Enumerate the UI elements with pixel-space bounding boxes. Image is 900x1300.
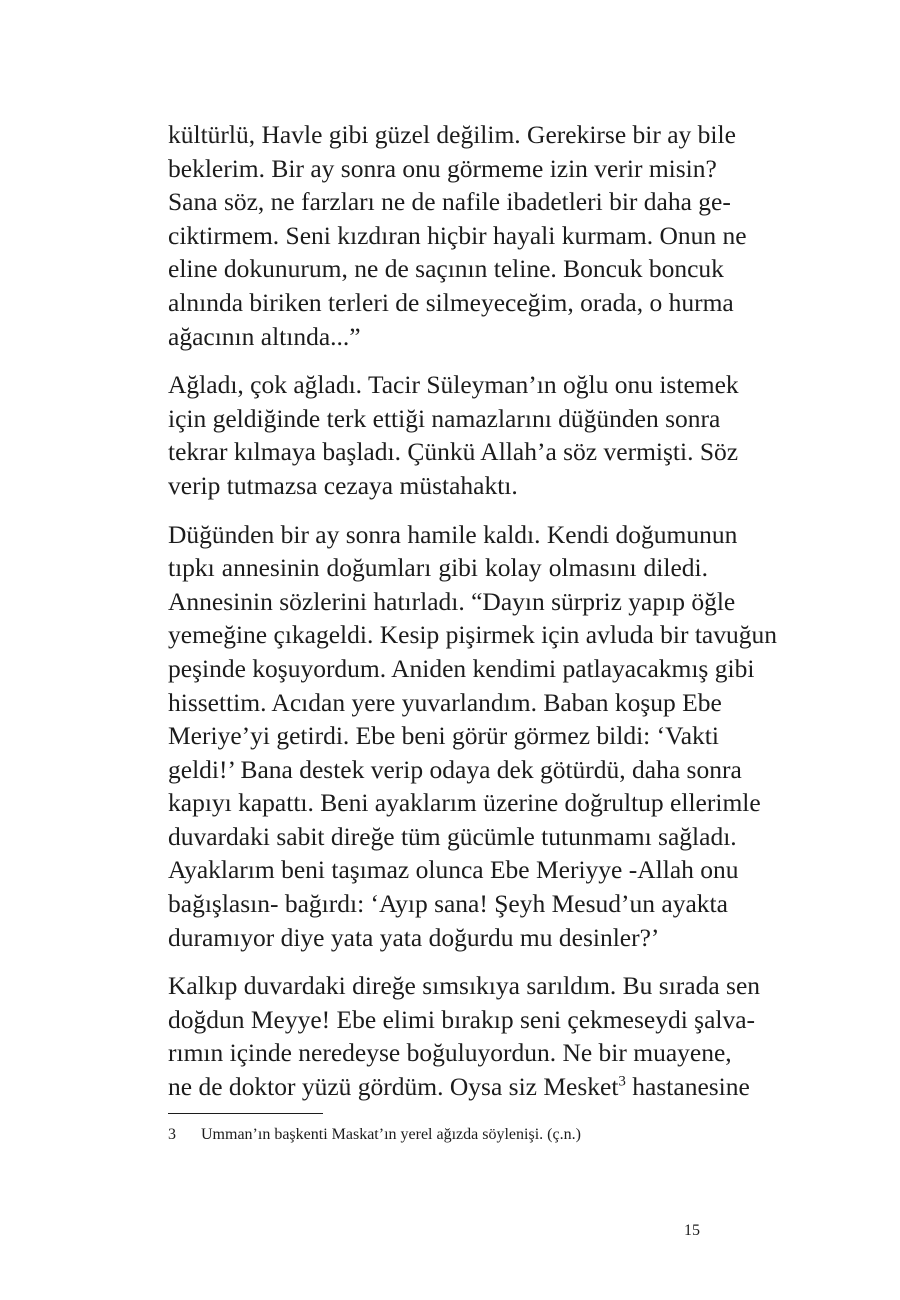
footnote-marker: 3 [618, 1073, 626, 1090]
text-segment: hastanesine [625, 1072, 750, 1102]
text-line-with-footnote [168, 1070, 750, 1104]
text-line: Sana söz, ne farzları ne de nafile ibadetleri bir daha ge- [168, 187, 731, 217]
text-line: eline dokunurum, ne de saçının teline. Boncuk boncuk [168, 254, 724, 284]
text-segment: ne de doktor yüzü gördüm. Oysa siz Mesket [168, 1072, 619, 1102]
text-line: Meriye’yi getirdi. Ebe beni görür görmez bildi: ‘Vakti [168, 721, 719, 751]
page-number: 15 [684, 1222, 700, 1239]
text-line: Ağladı, çok ağladı. Tacir Süleyman’ın oğlu onu istemek [168, 370, 739, 400]
text-line: rımın içinde neredeyse boğuluyordun. Ne bir muayene, [168, 1038, 732, 1068]
text-line: Kalkıp duvardaki direğe sımsıkıya sarıldım. Bu sırada sen [168, 971, 761, 1001]
text-line: kültürlü, Havle gibi güzel değilim. Gerekirse bir ay bile [168, 120, 736, 149]
text-line: kapıyı kapattı. Beni ayaklarım üzerine doğrultup ellerimle [168, 788, 761, 818]
text-line: Düğünden bir ay sonra hamile kaldı. Kendi doğumunun [168, 519, 738, 549]
text-line: doğdun Meyye! Ebe elimi bırakıp seni çekmeseydi şalva- [168, 1004, 756, 1034]
text-line: verip tutmazsa cezaya müstahaktı. [168, 470, 518, 500]
footnote-divider [168, 1113, 323, 1114]
text-line: yemeğine çıkageldi. Kesip pişirmek için avluda bir tavuğun [168, 620, 777, 650]
paragraph-1 [168, 118, 747, 353]
body-text [168, 118, 777, 1119]
text-line: bağışlasın- bağırdı: ‘Ayıp sana! Şeyh Mesud’un ayakta [168, 889, 728, 919]
text-line: tıpkı annesinin doğumları gibi kolay olmasını diledi. [168, 553, 708, 583]
paragraph-4 [168, 969, 761, 1103]
footnote [168, 1124, 708, 1146]
text-line: geldi!’ Bana destek verip odaya dek götürdü, daha sonra [168, 754, 742, 784]
text-line: peşinde koşuyordum. Aniden kendimi patlayacakmış gibi [168, 653, 755, 683]
text-line: ağacının altında...” [168, 321, 361, 351]
footnote-text: Umman’ın başkenti Maskat’ın yerel ağızda söylenişi. (ç.n.) [201, 1126, 581, 1143]
text-line: duvardaki sabit direğe tüm gücümle tutunmamı sağladı. [168, 821, 737, 851]
paragraph-3 [168, 518, 777, 955]
paragraph-2 [168, 368, 739, 502]
text-line: hissettim. Acıdan yere yuvarlandım. Baban koşup Ebe [168, 687, 722, 717]
text-line: için geldiğinde terk ettiği namazlarını düğünden sonra [168, 403, 721, 433]
text-line: beklerim. Bir ay sonra onu görmeme izin verir misin? [168, 153, 717, 183]
text-line: tekrar kılmaya başladı. Çünkü Allah’a söz vermişti. Söz [168, 437, 739, 467]
text-line: Ayaklarım beni taşımaz olunca Ebe Meriyye -Allah onu [168, 855, 739, 885]
footnote-number: 3 [168, 1126, 176, 1143]
text-line: Annesinin sözlerini hatırladı. “Dayın sürpriz yapıp öğle [168, 586, 736, 616]
text-line: alnında biriken terleri de silmeyeceğim, orada, o hurma [168, 287, 734, 317]
text-line: duramıyor diye yata yata doğurdu mu desinler?’ [168, 922, 660, 952]
text-line: ciktirmem. Seni kızdıran hiçbir hayali kurmam. Onun ne [168, 220, 747, 250]
